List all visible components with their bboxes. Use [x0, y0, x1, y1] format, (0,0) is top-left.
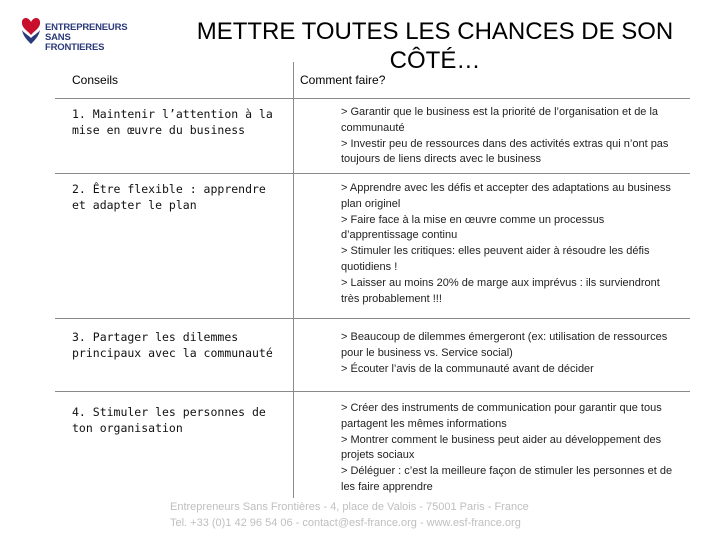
how-item: > Déléguer : c’est la meilleure façon de stimuler les personnes et de les faire apprendre — [341, 465, 673, 493]
how-list-4 — [341, 401, 681, 496]
how-item: > Écouter l’avis de la communauté avant de décider — [341, 362, 594, 375]
how-item: > Montrer comment le business peut aider au développement des projets sociaux — [341, 433, 662, 462]
how-list-1 — [341, 105, 681, 168]
footer-contact — [170, 499, 590, 531]
row-divider — [55, 391, 690, 392]
logo-text-line1: ENTREPRENEURS — [45, 22, 128, 33]
how-list-3 — [341, 330, 681, 377]
advice-1: 1. Maintenir l’attention à la mise en œuvre du business — [72, 107, 273, 137]
footer-phone-email-web: Tel. +33 (0)1 42 96 54 06 - contact@esf-france.org - www.esf-france.org — [170, 517, 521, 529]
how-item: > Garantir que le business est la priorité de l’organisation et de la communauté — [341, 106, 659, 134]
how-item: > Beaucoup de dilemmes émergeront (ex: utilisation de ressources pour le business vs. Service social) — [341, 331, 668, 359]
how-list-2 — [341, 181, 681, 307]
column-header-comment-faire: Comment faire? — [300, 73, 386, 87]
esf-logo — [20, 14, 130, 52]
how-item: > Laisser au moins 20% de marge aux imprévus : ils surviendront très probablement !!! — [341, 276, 660, 305]
row-divider — [55, 98, 690, 99]
heart-hands-logo-icon — [20, 16, 42, 46]
how-item: > Créer des instruments de communication pour garantir que tous partagent les mêmes informations — [341, 402, 662, 430]
advice-3: 3. Partager les dilemmes principaux avec la communauté — [72, 330, 273, 360]
how-item: > Faire face à la mise en œuvre comme un processus d’apprentissage continu — [341, 213, 605, 242]
how-item: > Stimuler les critiques: elles peuvent aider à résoudre les défis quotidiens ! — [341, 245, 650, 273]
advice-4: 4. Stimuler les personnes de ton organisation — [72, 405, 266, 435]
advice-2: 2. Être flexible : apprendre et adapter le plan — [72, 182, 266, 212]
row-divider — [55, 318, 690, 319]
column-header-conseils: Conseils — [72, 73, 119, 87]
page-title: METTRE TOUTES LES CHANCES DE SON CÔTÉ… — [196, 18, 674, 74]
row-divider — [55, 173, 690, 174]
column-divider — [293, 62, 294, 498]
logo-text-line2: SANS FRONTIERES — [45, 32, 105, 53]
how-item: > Apprendre avec les défis et accepter des adaptations au business plan originel — [341, 182, 671, 210]
footer-address: Entrepreneurs Sans Frontières - 4, place de Valois - 75001 Paris - France — [170, 501, 529, 513]
how-item: > Investir peu de ressources dans des activités extras qui n’ont pas toujours de liens directs avec le business — [341, 137, 669, 166]
